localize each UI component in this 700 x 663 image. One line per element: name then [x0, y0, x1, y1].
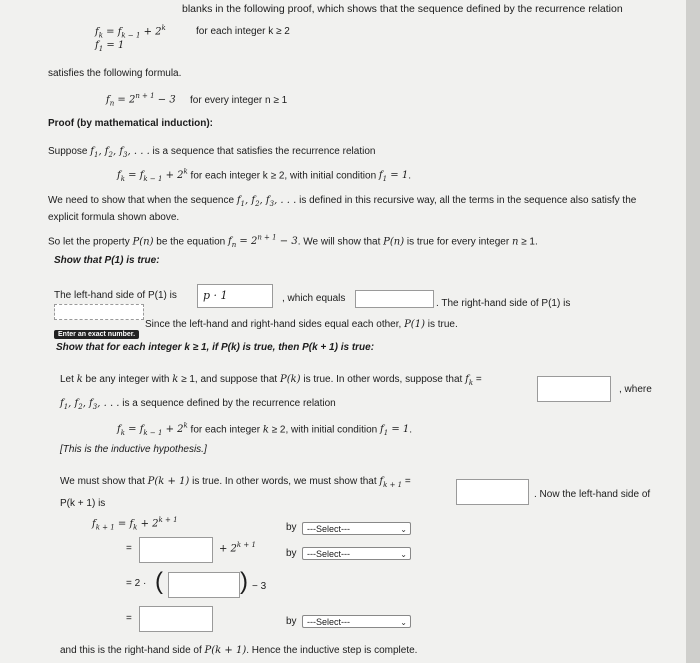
seq-line: $f_1$, $f_2$, $f_3$, . . . is a sequence defined by the recurrence relation	[60, 398, 336, 411]
recurrence-line-2: $f_1 = 1$	[95, 40, 125, 53]
deriv-minus-3: − 3	[252, 581, 267, 592]
deriv-row-1: $f_{k + 1} = f_k + 2^{k + 1}$	[92, 516, 178, 532]
deriv-box-3[interactable]	[168, 572, 240, 598]
rel-line: $f_k = f_{k - 1} + 2^k$ for each integer k ≥ 2, with initial condition $f_1 = 1$.	[117, 422, 413, 438]
basis-since-text: Since the left-hand and right-hand sides equal each other, P(1) is true.	[145, 319, 458, 330]
basis-lhs-value: p · 1	[203, 289, 228, 302]
hypothesis-text: [This is the inductive hypothesis.]	[60, 444, 207, 455]
equals-sign-4: =	[126, 613, 132, 624]
suppose-text: Suppose $f_1$, $f_2$, $f_3$, . . . is a sequence that satisfies the recurrence relation	[48, 146, 376, 159]
reason-select-1[interactable]: ---Select--- ⌄	[302, 522, 411, 535]
left-paren: (	[155, 568, 163, 595]
proof-heading: Proof (by mathematical induction):	[48, 118, 214, 129]
where-label: , where	[619, 384, 652, 395]
need-to-show-text: We need to show that when the sequence $f_1$, $f_2$, $f_3$, . . . is defined in this recursive way, all the terms in the sequence also satisfy the explicit formula shown above.	[48, 195, 637, 223]
satisfies-text: satisfies the following formula.	[48, 68, 182, 79]
suppose-relation: $f_k = f_{k - 1} + 2^k$ for each integer k ≥ 2, with initial condition $f_1 = 1$.	[117, 168, 411, 184]
inductive-heading: Show that for each integer k ≥ 1, if P(k) is true, then P(k + 1) is true:	[56, 342, 375, 353]
deriv-mult: = 2 ·	[126, 578, 147, 589]
let-property-text: So let the property P(n) be the equation $f_n = 2^{n + 1} - 3$. We will show that P(n) is true for every integer n ≥ 1.	[48, 234, 538, 250]
show-p1-heading: Show that P(1) is true:	[54, 255, 160, 266]
fk-input[interactable]	[537, 376, 611, 402]
basis-rhs-input[interactable]	[54, 304, 144, 320]
now-lhs-label: . Now the left-hand side of	[534, 489, 651, 500]
scrollbar[interactable]	[686, 0, 700, 663]
recurrence-line-1: $f_k = f_{k - 1} + 2^k$	[95, 24, 166, 40]
right-paren: )	[240, 568, 248, 595]
reason-select-2[interactable]: ---Select--- ⌄	[302, 547, 411, 560]
deriv-box-4[interactable]	[139, 606, 213, 632]
which-equals-label: , which equals	[282, 293, 346, 304]
by-label-4: by	[286, 616, 297, 627]
basis-lhs-label: The left-hand side of P(1) is	[54, 290, 177, 301]
basis-lhs-input[interactable]	[197, 284, 273, 308]
chevron-down-icon: ⌄	[400, 525, 407, 534]
chevron-down-icon: ⌄	[400, 550, 407, 559]
equals-sign-2: =	[126, 543, 132, 554]
fk1-input[interactable]	[456, 479, 529, 505]
header-line: blanks in the following proof, which shows that the sequence defined by the recurrence relation	[182, 3, 623, 15]
formula-math: $f_n = 2^{n + 1} - 3$	[106, 92, 176, 108]
recurrence-line-1-text: for each integer k ≥ 2	[196, 26, 290, 37]
basis-rhs-label: . The right-hand side of P(1) is	[436, 298, 571, 309]
deriv-box-2[interactable]	[139, 537, 213, 563]
reason-select-4[interactable]: ---Select--- ⌄	[302, 615, 411, 628]
pk1-label: P(k + 1) is	[60, 498, 106, 509]
enter-number-tooltip: Enter an exact number.	[54, 330, 139, 339]
deriv-plus-2k1: + $2^{k + 1}$	[219, 541, 256, 555]
must-show-text: We must show that P(k + 1) is true. In other words, we must show that $f_{k + 1}$ =	[60, 476, 411, 489]
closing-text: and this is the right-hand side of P(k + 1). Hence the inductive step is complete.	[60, 645, 418, 656]
which-equals-input[interactable]	[355, 290, 434, 308]
let-k-text: Let k be any integer with k ≥ 1, and suppose that P(k) is true. In other words, suppose that $f_k$ =	[60, 374, 482, 387]
by-label-1: by	[286, 522, 297, 533]
by-label-2: by	[286, 548, 297, 559]
chevron-down-icon: ⌄	[400, 618, 407, 627]
formula-text: for every integer n ≥ 1	[190, 95, 288, 106]
